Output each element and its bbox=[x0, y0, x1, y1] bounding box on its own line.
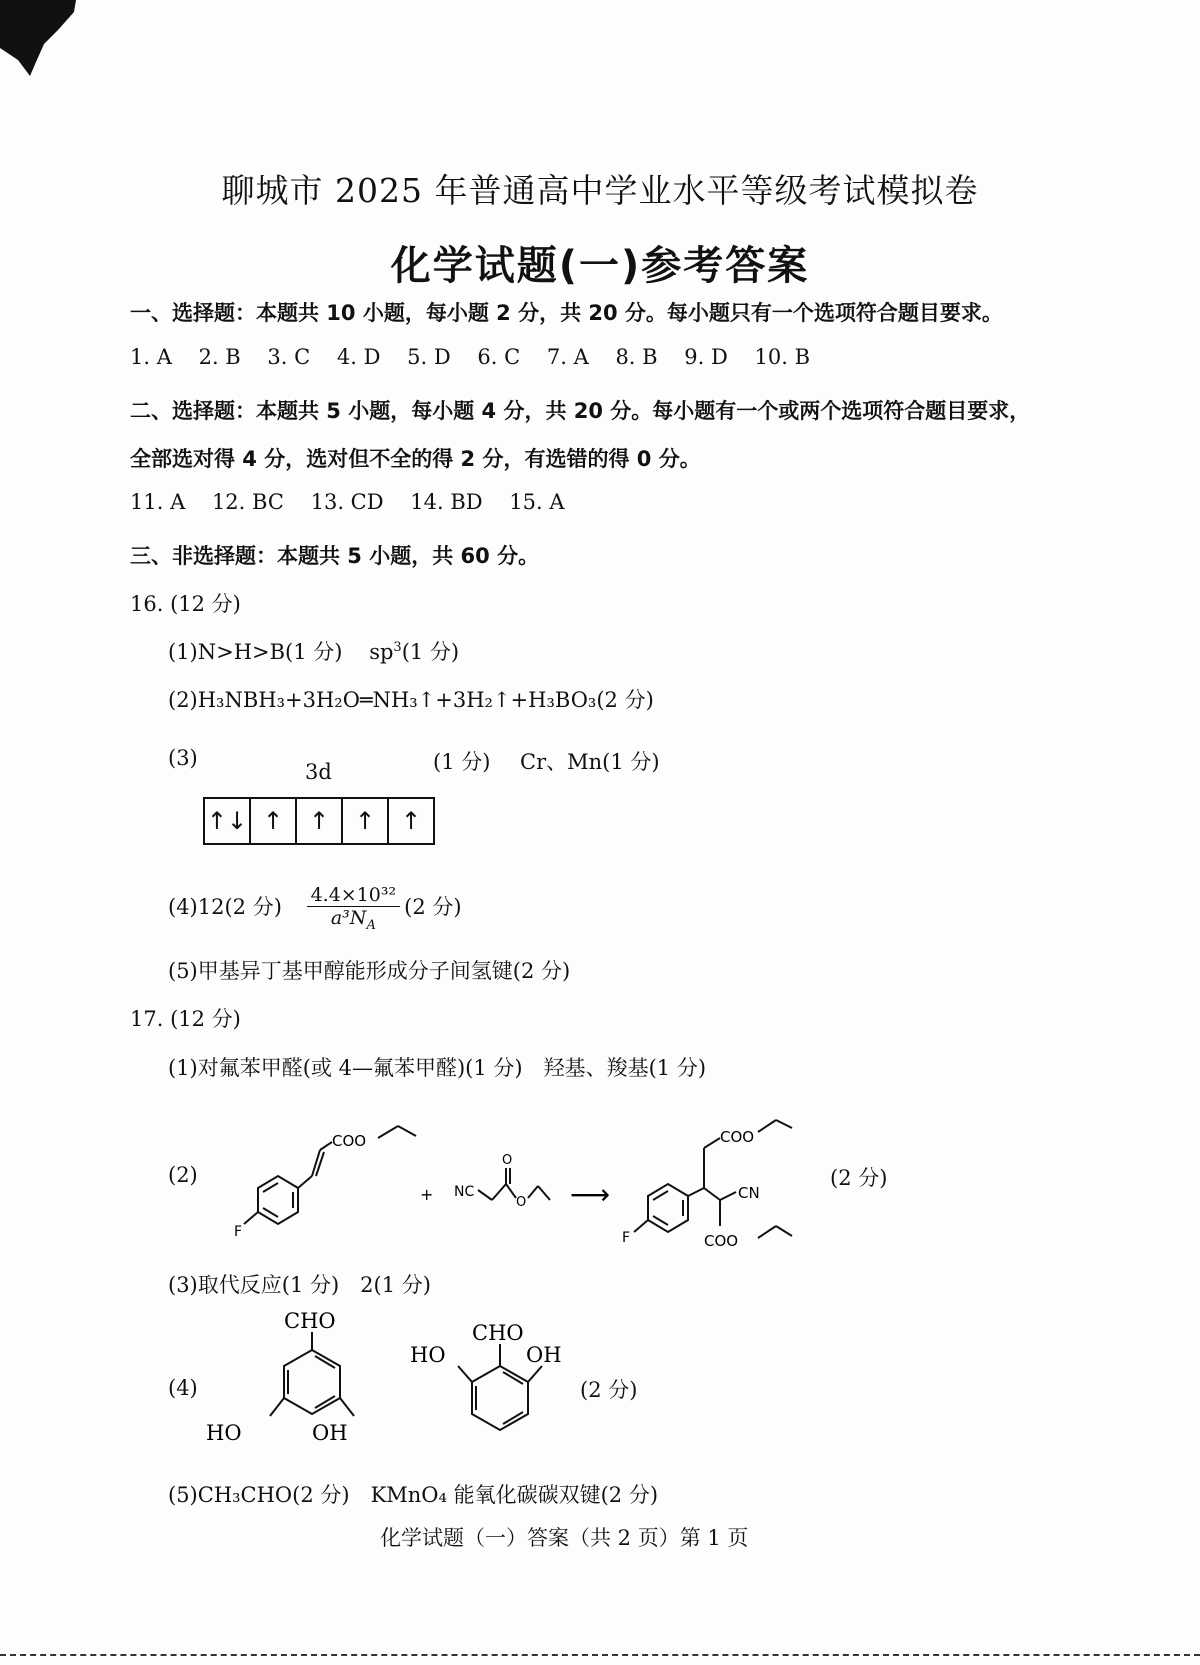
q17-part3: (3)取代反应(1 分) 2(1 分) bbox=[168, 1273, 431, 1297]
answer-item: 7. A bbox=[546, 345, 589, 369]
orbital-cell: ↑ bbox=[251, 799, 297, 843]
q16-part1 bbox=[168, 636, 459, 666]
answer-item: 10. B bbox=[754, 345, 811, 369]
label-f-1: F bbox=[234, 1224, 243, 1240]
section1-heading: 一、选择题：本题共 10 小题，每小题 2 分，共 20 分。每小题只有一个选项符合题目要求。 bbox=[130, 301, 1003, 325]
q17-label: 17. (12 分) bbox=[130, 1007, 241, 1031]
fraction-numerator: 4.4×10³² bbox=[307, 884, 401, 907]
fraction-denominator bbox=[307, 907, 401, 933]
orbital-cell: ↑ bbox=[400, 807, 422, 835]
label-cho-1: CHO bbox=[284, 1309, 336, 1333]
answer-item: 5. D bbox=[407, 345, 451, 369]
q17-part2-label: (2) bbox=[168, 1163, 198, 1187]
fraction bbox=[307, 884, 401, 933]
label-oh-2: OH bbox=[526, 1343, 562, 1367]
answer-item: 2. B bbox=[198, 345, 241, 369]
label-o-2: O bbox=[516, 1195, 527, 1210]
page-subtitle: 化学试题(一)参考答案 bbox=[390, 243, 810, 289]
q16-part1-b: sp bbox=[369, 640, 394, 664]
q16-part4-a: (4)12(2 分) bbox=[168, 894, 282, 919]
section1-answers bbox=[130, 345, 830, 369]
orbital-cell: ↑ bbox=[297, 799, 343, 843]
q17-part4-score: (2 分) bbox=[580, 1378, 638, 1402]
label-coo-1: COO bbox=[332, 1132, 367, 1150]
answer-item: 8. B bbox=[615, 345, 658, 369]
q16-part3-score: (1 分) bbox=[433, 750, 491, 774]
section2-answers bbox=[130, 490, 585, 514]
answer-item: 6. C bbox=[477, 345, 521, 369]
answer-item: 9. D bbox=[684, 345, 728, 369]
label-o-1: O bbox=[502, 1153, 513, 1168]
section2-heading-cont: 全部选对得 4 分，选对但不全的得 2 分，有选错的得 0 分。 bbox=[130, 447, 701, 471]
q16-part3-b: Cr、Mn(1 分) bbox=[520, 750, 660, 774]
answer-item: 14. BD bbox=[410, 490, 483, 514]
q16-part2: (2)H₃NBH₃+3H₂O═NH₃↑+3H₂↑+H₃BO₃(2 分) bbox=[168, 688, 654, 712]
reaction-arrow: ⟶ bbox=[570, 1178, 611, 1211]
label-plus: + bbox=[420, 1185, 434, 1204]
scan-corner-artifact bbox=[0, 0, 90, 80]
answer-item: 12. BC bbox=[211, 490, 284, 514]
q17-part4-structures bbox=[200, 1300, 620, 1460]
section3-heading: 三、非选择题：本题共 5 小题，共 60 分。 bbox=[130, 544, 540, 568]
q16-part1-sup: 3 bbox=[393, 640, 402, 655]
q17-part4-label: (4) bbox=[168, 1376, 198, 1400]
label-cho-2: CHO bbox=[472, 1321, 524, 1345]
q17-part5: (5)CH₃CHO(2 分) KMnO₄ 能氧化碳碳双键(2 分) bbox=[168, 1483, 659, 1507]
q16-orbital-label: 3d bbox=[305, 760, 332, 784]
orbital-diagram bbox=[203, 797, 435, 845]
q16-part1-a: (1)N>H>B(1 分) bbox=[168, 640, 343, 664]
label-f-2: F bbox=[622, 1230, 631, 1246]
label-nc: NC bbox=[454, 1184, 475, 1200]
reaction-scheme bbox=[220, 1108, 900, 1258]
scan-border-line bbox=[0, 1654, 1200, 1656]
denominator-text: a³N bbox=[330, 907, 367, 929]
q16-part3-label: (3) bbox=[168, 746, 198, 770]
answer-item: 15. A bbox=[509, 490, 565, 514]
q17-part2-score: (2 分) bbox=[830, 1166, 888, 1190]
orbital-cell: ↑↓ bbox=[205, 799, 251, 843]
q16-part5: (5)甲基异丁基甲醇能形成分子间氢键(2 分) bbox=[168, 959, 571, 983]
answer-item: 13. CD bbox=[310, 490, 384, 514]
answer-item: 4. D bbox=[336, 345, 381, 369]
page-title: 聊城市 2025 年普通高中学业水平等级考试模拟卷 bbox=[221, 171, 979, 210]
q17-part1: (1)对氟苯甲醛(或 4—氟苯甲醛)(1 分) 羟基、羧基(1 分) bbox=[168, 1056, 707, 1080]
denominator-sub: A bbox=[366, 917, 376, 933]
label-coo-3: COO bbox=[704, 1232, 739, 1250]
label-oh-1: OH bbox=[312, 1421, 348, 1445]
q16-part4 bbox=[168, 884, 462, 933]
label-ho-1: HO bbox=[206, 1421, 242, 1445]
q16-part4-b: (2 分) bbox=[404, 894, 462, 919]
label-coo-2: COO bbox=[720, 1128, 755, 1146]
q16-part1-c: (1 分) bbox=[401, 640, 460, 664]
page-footer: 化学试题（一）答案（共 2 页）第 1 页 bbox=[380, 1526, 749, 1550]
orbital-cell: ↑ bbox=[343, 799, 389, 843]
answer-item: 11. A bbox=[130, 490, 186, 514]
section2-heading: 二、选择题：本题共 5 小题，每小题 4 分，共 20 分。每小题有一个或两个选项符合题目要求， bbox=[130, 399, 1031, 423]
answer-item: 3. C bbox=[267, 345, 311, 369]
q16-label: 16. (12 分) bbox=[130, 592, 241, 616]
label-cn: CN bbox=[738, 1184, 760, 1202]
label-ho-2: HO bbox=[410, 1343, 446, 1367]
answer-item: 1. A bbox=[130, 345, 172, 369]
